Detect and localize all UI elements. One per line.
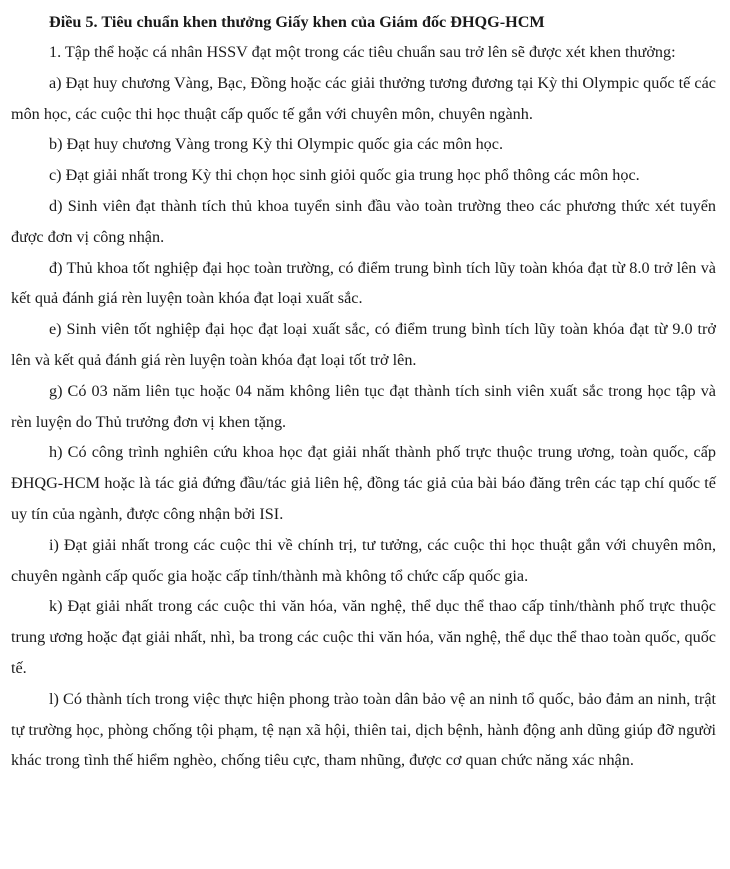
paragraph-item-c: c) Đạt giải nhất trong Kỳ thi chọn học sinh giỏi quốc gia trung học phổ thông các môn học. xyxy=(49,166,640,185)
paragraph-item-g: g) Có 03 năm liên tục hoặc 04 năm không liên tục đạt thành tích sinh viên xuất sắc trong học tập và rèn luyện do Thủ trưởng đơn vị khen tặng. xyxy=(11,381,716,431)
paragraph-item-dd: đ) Thủ khoa tốt nghiệp đại học toàn trường, có điểm trung bình tích lũy toàn khóa đạt từ 8.0 trở lên và kết quả đánh giá rèn luyện toàn khóa đạt loại xuất sắc. xyxy=(11,258,716,308)
article-title: Điều 5. Tiêu chuẩn khen thưởng Giấy khen của Giám đốc ĐHQG-HCM xyxy=(49,13,545,31)
paragraph-item-a: a) Đạt huy chương Vàng, Bạc, Đồng hoặc các giải thưởng tương đương tại Kỳ thi Olympic quốc tế các môn học, các cuộc thi học thuật cấp quốc tế gắn với chuyên môn, chuyên ngành. xyxy=(11,73,716,123)
paragraph-item-k: k) Đạt giải nhất trong các cuộc thi văn hóa, văn nghệ, thể dục thể thao cấp tỉnh/thành phố trực thuộc trung ương hoặc đạt giải nhất, nhì, ba trong các cuộc thi văn hóa, văn nghệ, thể dục thể thao toàn quốc, quốc tế. xyxy=(11,597,716,677)
paragraph-criteria-intro: 1. Tập thể hoặc cá nhân HSSV đạt một trong các tiêu chuẩn sau trở lên sẽ được xét khen thưởng: xyxy=(49,43,676,61)
paragraph-item-e: e) Sinh viên tốt nghiệp đại học đạt loại xuất sắc, có điểm trung bình tích lũy toàn khóa đạt từ 9.0 trở lên và kết quả đánh giá rèn luyện toàn khóa đạt loại tốt trở lên. xyxy=(11,320,716,369)
paragraph-item-d: d) Sinh viên đạt thành tích thủ khoa tuyển sinh đầu vào toàn trường theo các phương thức xét tuyển được đơn vị công nhận. xyxy=(11,196,716,246)
paragraph-item-l: l) Có thành tích trong việc thực hiện phong trào toàn dân bảo vệ an ninh tổ quốc, bảo đảm an ninh, trật tự trường học, phòng chống tội phạm, tệ nạn xã hội, thiên tai, dịch bệnh, hành động anh dũng giúp đỡ người khác trong tình thế hiểm nghèo, chống tiêu cực, tham nhũng, được cơ quan chức năng xác nhận. xyxy=(11,689,716,770)
paragraph-item-i: i) Đạt giải nhất trong các cuộc thi về chính trị, tư tưởng, các cuộc thi học thuật gắn với chuyên môn, chuyên ngành cấp quốc gia hoặc cấp tỉnh/thành mà không tổ chức cấp quốc gia. xyxy=(11,535,716,585)
paragraph-item-h: h) Có công trình nghiên cứu khoa học đạt giải nhất thành phố trực thuộc trung ương, toàn quốc, cấp ĐHQG-HCM hoặc là tác giả đứng đầu/tác giả liên hệ, đồng tác giả của bài báo đăng trên các tạp chí quốc tế uy tín của ngành, được công nhận bởi ISI. xyxy=(11,443,716,523)
paragraph-item-b: b) Đạt huy chương Vàng trong Kỳ thi Olympic quốc gia các môn học. xyxy=(49,135,504,154)
